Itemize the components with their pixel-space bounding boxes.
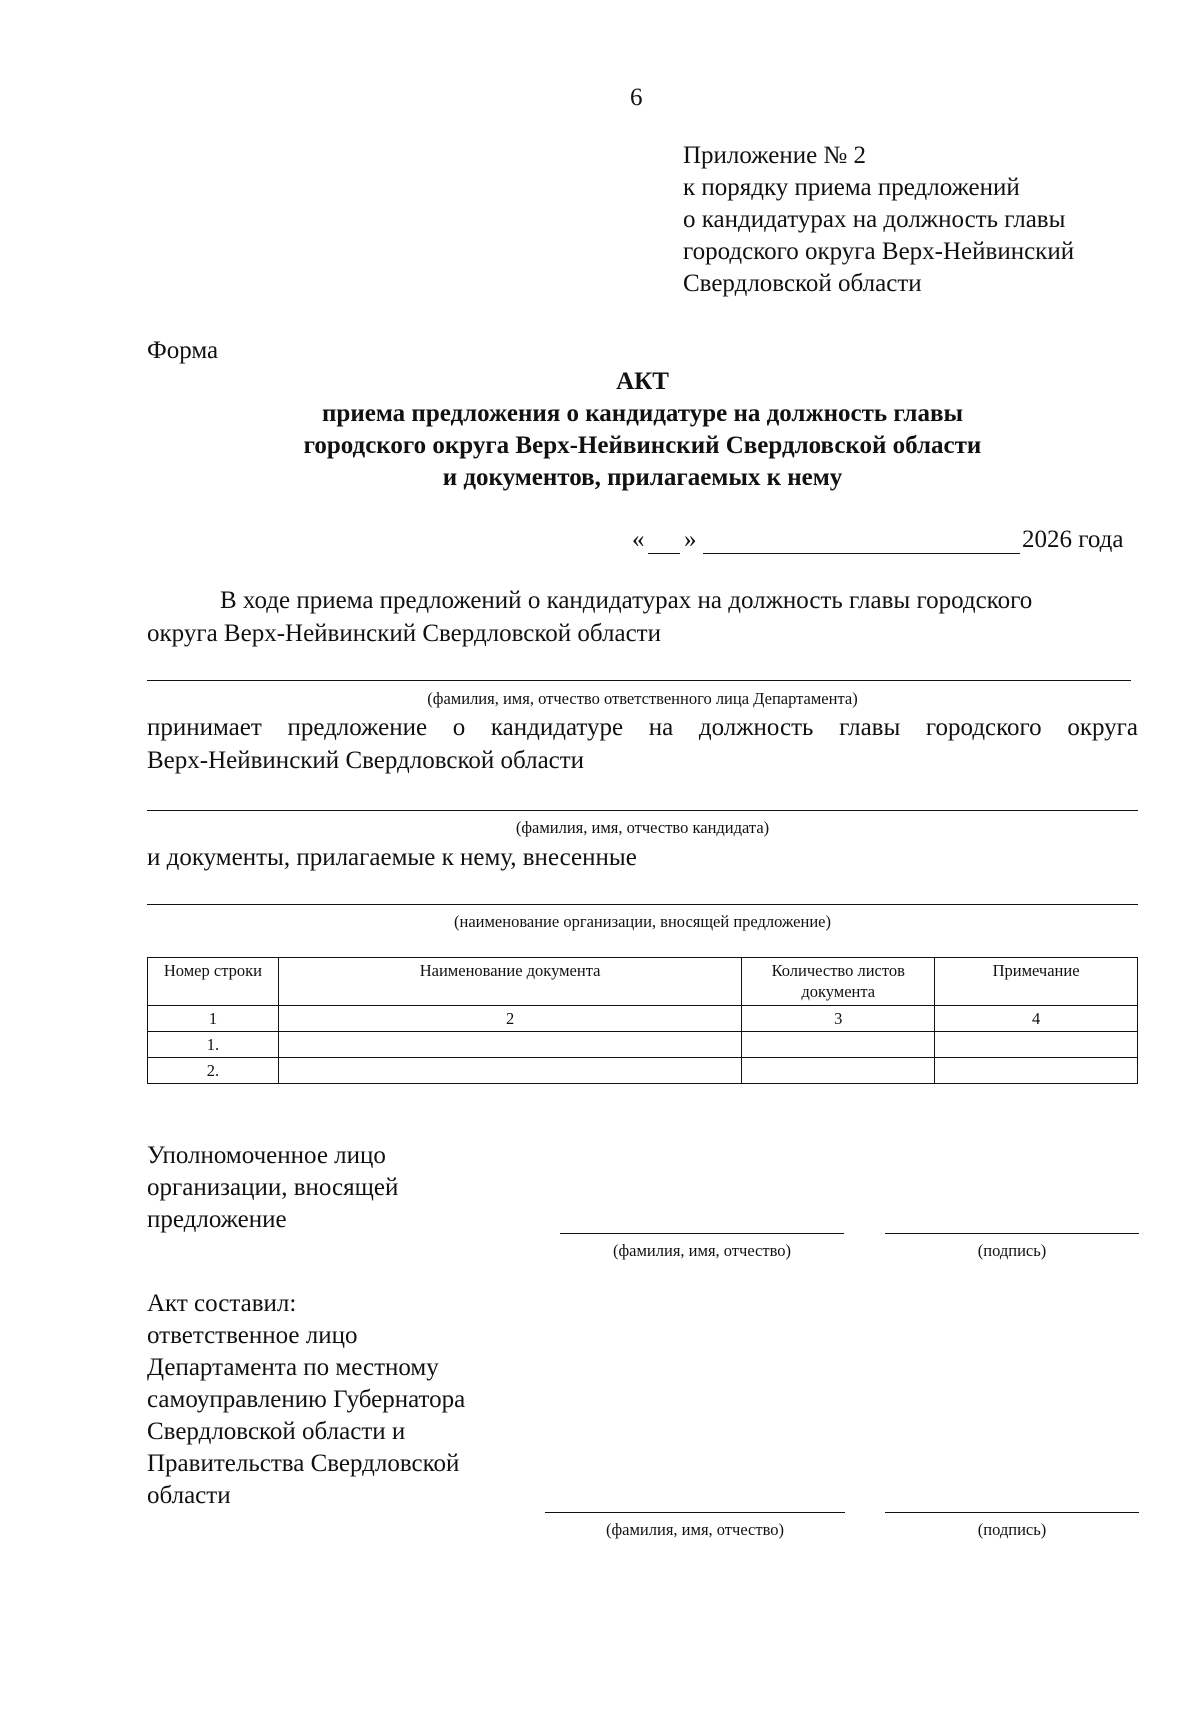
column-number: 3: [742, 1006, 935, 1032]
compiler-fio-caption: (фамилия, имя, отчество): [605, 1520, 785, 1539]
act-line: Правительства Свердловской: [147, 1450, 460, 1477]
org-signature-line: [885, 1233, 1139, 1234]
org-fio-line: [560, 1233, 844, 1234]
caption-official: (фамилия, имя, отчество ответственного лица Департамента): [427, 689, 858, 708]
page-number: 6: [630, 84, 643, 111]
header-document-name: Наименование документа: [278, 958, 741, 1006]
organization-name-line: [147, 904, 1138, 905]
title-main: АКТ: [616, 368, 669, 395]
column-number: 4: [935, 1006, 1138, 1032]
appendix-line: о кандидатурах на должность главы: [683, 206, 1066, 233]
table-cell: 2.: [148, 1058, 279, 1084]
compiler-signature-caption: (подпись): [977, 1520, 1047, 1539]
table-header-row: [148, 958, 1138, 1006]
column-number: 1: [148, 1006, 279, 1032]
header-row-number: Номер строки: [148, 958, 279, 1006]
day-blank-line: [648, 553, 680, 554]
table-row: [148, 1032, 1138, 1058]
act-line: области: [147, 1482, 231, 1509]
title-line: приема предложения о кандидатуре на должность главы: [322, 400, 963, 427]
para3: и документы, прилагаемые к нему, внесенные: [147, 844, 637, 871]
act-compiler-label: [147, 1288, 465, 1512]
form-label: Форма: [147, 337, 219, 364]
appendix-line: городского округа Верх-Нейвинский: [683, 238, 1075, 265]
act-line: ответственное лицо: [147, 1322, 358, 1349]
org-line: Уполномоченное лицо: [147, 1142, 386, 1169]
org-signature-caption: (подпись): [977, 1241, 1047, 1260]
act-line: Департамента по местному: [147, 1354, 439, 1381]
table-cell: 1.: [148, 1032, 279, 1058]
para1-line2: округа Верх-Нейвинский Свердловской области: [147, 620, 661, 647]
table-row: [148, 1058, 1138, 1084]
act-line: Свердловской области и: [147, 1418, 406, 1445]
org-line: организации, вносящей: [147, 1174, 399, 1201]
table-cell[interactable]: [935, 1058, 1138, 1084]
table-cell[interactable]: [742, 1058, 935, 1084]
caption-candidate: (фамилия, имя, отчество кандидата): [515, 818, 770, 837]
date-open-quote: «: [632, 526, 645, 553]
document-title: [147, 366, 1138, 494]
compiler-signature-line: [885, 1512, 1139, 1513]
title-line: и документов, прилагаемых к нему: [442, 464, 843, 491]
appendix-line: Приложение № 2: [683, 142, 867, 169]
para2-line2: Верх-Нейвинский Свердловской области: [147, 747, 585, 774]
date-year: 2026 года: [1022, 526, 1124, 553]
org-representative-label: [147, 1140, 398, 1236]
table-cell[interactable]: [742, 1032, 935, 1058]
para1-line1: В ходе приема предложений о кандидатурах на должность главы городского: [220, 587, 1033, 614]
column-number: 2: [278, 1006, 741, 1032]
appendix-line: к порядку приема предложений: [683, 174, 1020, 201]
org-line: предложение: [147, 1206, 287, 1233]
act-line: Акт составил:: [147, 1290, 297, 1317]
documents-table: [147, 957, 1138, 1084]
title-line: городского округа Верх-Нейвинский Свердловской области: [303, 432, 982, 459]
caption-organization: (наименование организации, вносящей предложение): [454, 912, 831, 931]
official-name-line: [147, 680, 1131, 681]
appendix-block: [683, 140, 1074, 300]
header-sheet-count: Количество листов документа: [742, 958, 935, 1006]
table-cell[interactable]: [278, 1032, 741, 1058]
table-numbering-row: [148, 1006, 1138, 1032]
para2-line1: принимает предложение о кандидатуре на должность главы городского округа: [147, 714, 1138, 741]
month-blank-line: [703, 553, 1020, 554]
act-line: самоуправлению Губернатора: [147, 1386, 466, 1413]
header-note: Примечание: [935, 958, 1138, 1006]
table-cell[interactable]: [278, 1058, 741, 1084]
appendix-line: Свердловской области: [683, 270, 922, 297]
date-close-quote: »: [684, 526, 697, 553]
candidate-name-line: [147, 810, 1138, 811]
table-cell[interactable]: [935, 1032, 1138, 1058]
compiler-fio-line: [545, 1512, 845, 1513]
org-fio-caption: (фамилия, имя, отчество): [612, 1241, 792, 1260]
